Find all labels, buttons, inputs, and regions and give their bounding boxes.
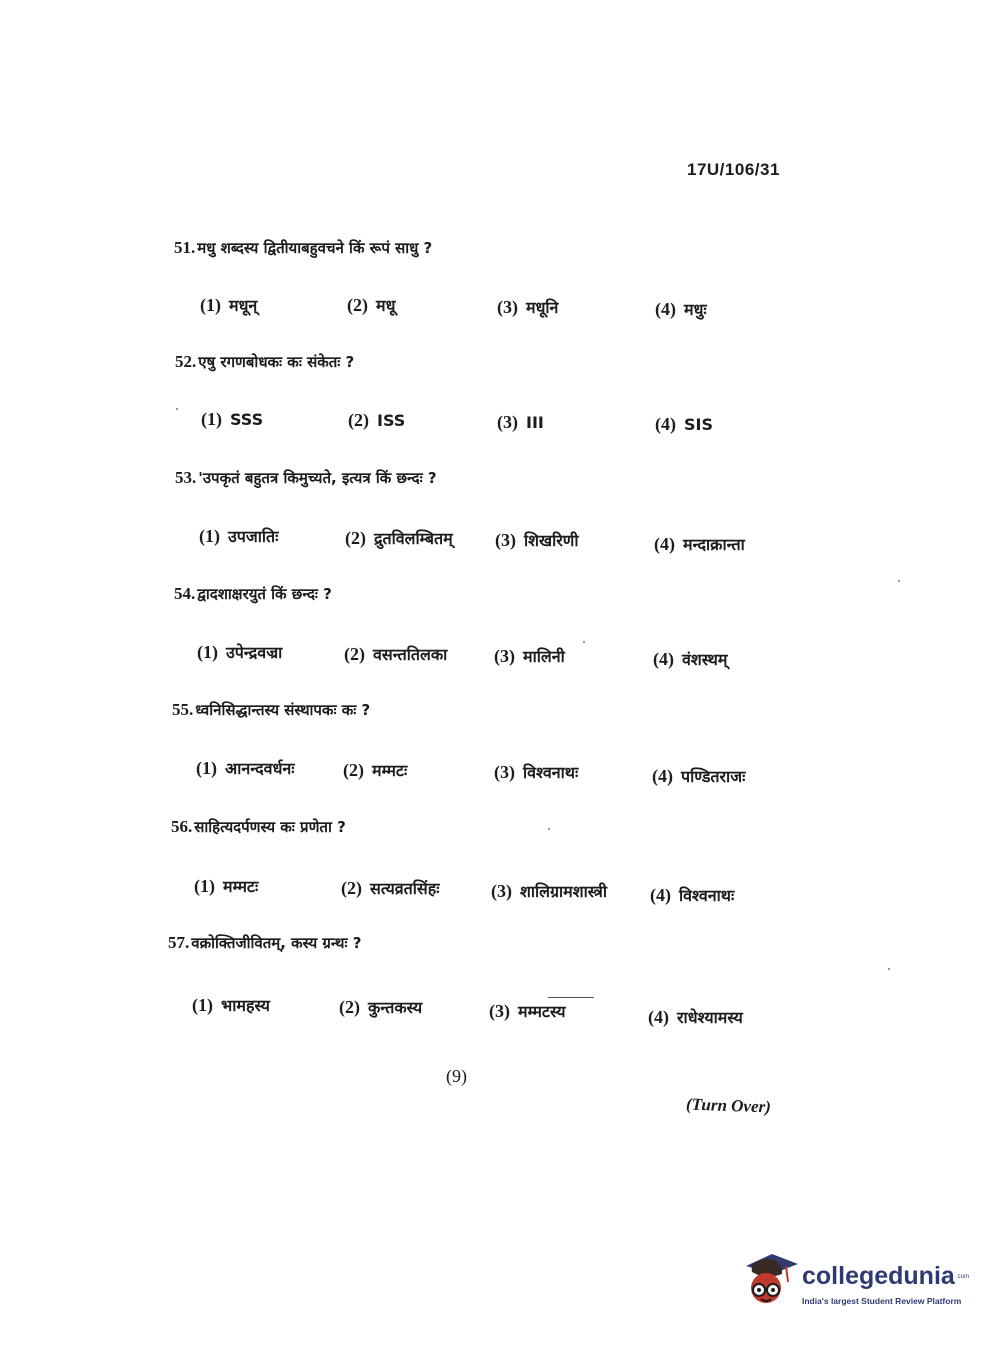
option-text: SSS bbox=[230, 410, 264, 429]
option-text: कुन्तकस्य bbox=[368, 998, 423, 1017]
option-number: (1) bbox=[199, 526, 220, 546]
option-number: (2) bbox=[345, 528, 366, 548]
page-number: (9) bbox=[446, 1066, 467, 1086]
question-53 bbox=[175, 468, 437, 488]
scan-speck bbox=[888, 968, 890, 970]
option-text: मालिनी bbox=[523, 647, 565, 666]
option-number: (4) bbox=[655, 299, 676, 319]
option-text: मधून् bbox=[229, 296, 258, 315]
option-55-2[interactable] bbox=[343, 759, 407, 781]
option-53-3[interactable] bbox=[495, 529, 579, 551]
option-54-1[interactable] bbox=[197, 641, 282, 663]
option-54-2[interactable] bbox=[344, 643, 447, 665]
question-number: 54. bbox=[174, 584, 196, 603]
option-number: (4) bbox=[654, 534, 675, 554]
option-text: मधुः bbox=[684, 300, 707, 319]
option-number: (2) bbox=[343, 760, 364, 780]
option-text: मम्मटः bbox=[223, 877, 259, 896]
option-number: (1) bbox=[201, 409, 222, 429]
option-text: द्रुतविलम्बितम् bbox=[374, 529, 453, 548]
option-text: मधू bbox=[376, 296, 396, 315]
question-text: द्वादशाक्षरयुतं किं छन्दः ? bbox=[197, 585, 332, 603]
question-55 bbox=[172, 700, 370, 720]
question-number: 57. bbox=[168, 933, 190, 952]
option-number: (3) bbox=[497, 297, 518, 317]
option-51-1[interactable] bbox=[200, 294, 257, 316]
option-number: (2) bbox=[344, 644, 365, 664]
option-text: विश्वनाथः bbox=[679, 886, 735, 905]
option-text: SIS bbox=[684, 415, 713, 434]
option-56-4[interactable] bbox=[650, 884, 734, 906]
option-number: (2) bbox=[341, 878, 362, 898]
option-text: वसन्ततिलका bbox=[373, 645, 448, 664]
question-text: साहित्यदर्पणस्य कः प्रणेता ? bbox=[194, 818, 346, 836]
question-56 bbox=[171, 817, 346, 837]
question-57 bbox=[168, 933, 361, 953]
paper-code: 17U/106/31 bbox=[687, 160, 780, 179]
mascot-icon bbox=[742, 1252, 798, 1310]
option-51-3[interactable] bbox=[497, 296, 558, 318]
option-number: (2) bbox=[348, 410, 369, 430]
option-number: (3) bbox=[495, 530, 516, 550]
option-text: मम्मटः bbox=[372, 761, 408, 780]
option-number: (4) bbox=[650, 885, 671, 905]
option-number: (3) bbox=[494, 646, 515, 666]
option-text: उपजातिः bbox=[228, 527, 279, 546]
question-52 bbox=[175, 352, 354, 372]
option-53-1[interactable] bbox=[199, 525, 278, 547]
option-number: (1) bbox=[192, 995, 213, 1015]
option-57-3[interactable] bbox=[489, 1000, 566, 1022]
option-53-2[interactable] bbox=[345, 527, 453, 549]
brand-name: collegedunia bbox=[802, 1262, 955, 1290]
option-56-3[interactable] bbox=[491, 880, 607, 902]
question-number: 56. bbox=[171, 817, 193, 836]
scan-speck bbox=[176, 408, 178, 410]
option-text: भामहस्य bbox=[221, 996, 270, 1015]
option-text: पण्डितराजः bbox=[681, 767, 746, 786]
option-53-4[interactable] bbox=[654, 533, 745, 555]
option-54-4[interactable] bbox=[653, 648, 727, 670]
question-number: 53. bbox=[175, 468, 197, 487]
option-text: मम्मटस्य bbox=[518, 1002, 566, 1021]
option-52-4[interactable] bbox=[655, 414, 713, 435]
option-57-2[interactable] bbox=[339, 996, 422, 1018]
option-number: (1) bbox=[197, 642, 218, 662]
option-number: (2) bbox=[339, 997, 360, 1017]
option-text: शिखरिणी bbox=[524, 531, 579, 550]
question-text: ध्वनिसिद्धान्तस्य संस्थापकः कः ? bbox=[195, 701, 371, 719]
option-text: आनन्दवर्धनः bbox=[225, 759, 295, 778]
turn-over-note: (Turn Over) bbox=[685, 1094, 772, 1117]
option-text: विश्वनाथः bbox=[523, 763, 579, 782]
option-number: (1) bbox=[200, 295, 221, 315]
option-text: वंशस्थम् bbox=[682, 650, 728, 669]
option-number: (3) bbox=[491, 881, 512, 901]
question-text: एषु रगणबोधकः कः संकेतः ? bbox=[198, 353, 355, 371]
option-text: III bbox=[526, 413, 544, 432]
question-number: 51. bbox=[174, 238, 196, 257]
option-57-4[interactable] bbox=[648, 1006, 743, 1028]
option-number: (4) bbox=[648, 1007, 669, 1027]
option-number: (4) bbox=[652, 766, 673, 786]
question-51 bbox=[174, 238, 432, 258]
collegedunia-logo bbox=[742, 1248, 972, 1318]
option-number: (2) bbox=[347, 295, 368, 315]
question-text: वक्रोक्तिजीवितम्, कस्य ग्रन्थः ? bbox=[191, 934, 362, 952]
option-text: सत्यव्रतसिंहः bbox=[370, 879, 440, 898]
option-56-1[interactable] bbox=[194, 875, 258, 897]
option-number: (3) bbox=[497, 412, 518, 432]
option-text: ISS bbox=[377, 411, 406, 430]
question-number: 55. bbox=[172, 700, 194, 719]
option-number: (3) bbox=[489, 1001, 510, 1021]
option-57-1[interactable] bbox=[192, 994, 270, 1016]
option-55-3[interactable] bbox=[494, 761, 578, 783]
scan-stroke bbox=[548, 997, 594, 998]
option-number: (3) bbox=[494, 762, 515, 782]
option-55-1[interactable] bbox=[196, 757, 295, 779]
option-text: राधेश्यामस्य bbox=[677, 1008, 743, 1027]
question-54 bbox=[174, 584, 332, 604]
option-text: मधूनि bbox=[526, 298, 559, 317]
scan-speck bbox=[548, 828, 550, 830]
option-number: (4) bbox=[655, 414, 676, 434]
option-56-2[interactable] bbox=[341, 877, 439, 899]
option-text: शालिग्रामशास्त्री bbox=[520, 882, 607, 901]
option-51-2[interactable] bbox=[347, 294, 395, 316]
option-number: (1) bbox=[194, 876, 215, 896]
option-text: उपेन्द्रवज्रा bbox=[226, 643, 283, 662]
option-52-1[interactable] bbox=[201, 409, 263, 430]
option-52-2[interactable] bbox=[348, 410, 405, 431]
option-number: (1) bbox=[196, 758, 217, 778]
option-51-4[interactable] bbox=[655, 298, 707, 320]
question-text: 'उपकृतं बहुतत्र किमुच्यते, इत्यत्र किं छन्दः ? bbox=[198, 469, 437, 487]
option-text: मन्दाक्रान्ता bbox=[683, 535, 745, 554]
scan-speck bbox=[583, 641, 585, 643]
question-number: 52. bbox=[175, 352, 197, 371]
question-text: मधु शब्दस्य द्वितीयाबहुवचने किं रूपं साधु ? bbox=[197, 239, 433, 257]
option-52-3[interactable] bbox=[497, 412, 544, 433]
brand-tagline: India's largest Student Review Platform bbox=[802, 1296, 962, 1306]
option-55-4[interactable] bbox=[652, 765, 745, 787]
scan-speck bbox=[898, 580, 900, 582]
brand-dotcom: .com bbox=[956, 1274, 970, 1280]
option-number: (4) bbox=[653, 649, 674, 669]
option-54-3[interactable] bbox=[494, 645, 565, 667]
